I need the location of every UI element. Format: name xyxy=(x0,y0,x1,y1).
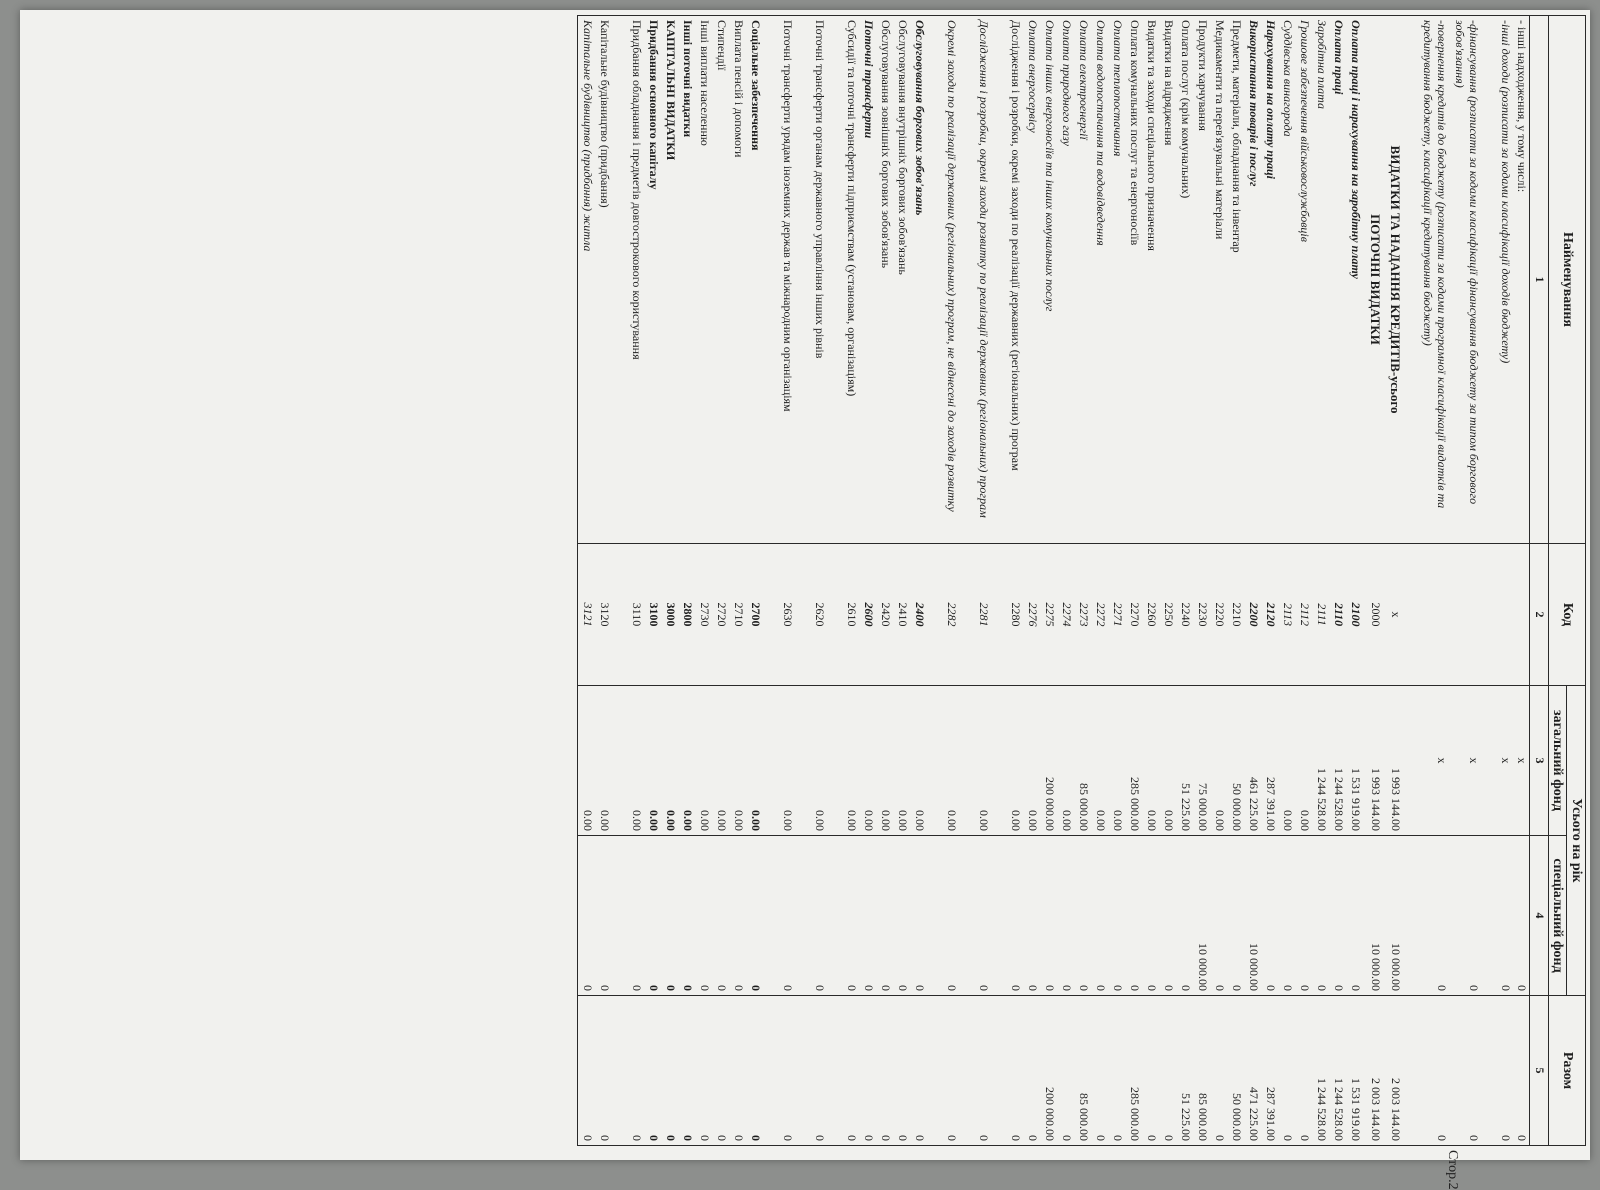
table-row xyxy=(1278,16,1295,1146)
table-row xyxy=(1261,16,1278,1146)
table-row xyxy=(1091,16,1108,1146)
row-special-fund: 0 xyxy=(1091,836,1108,996)
row-total: 0 xyxy=(1057,996,1074,1146)
row-total: 0 xyxy=(678,996,695,1146)
row-special-fund: 0 xyxy=(1329,836,1346,996)
row-name: Придбання основного капіталу xyxy=(644,16,661,544)
row-total: 0 xyxy=(612,996,644,1146)
row-name: Оплата послуг (крім комунальних) xyxy=(1176,16,1193,544)
row-general-fund: 1 993 144.00 xyxy=(1383,686,1403,836)
row-code: 2700 xyxy=(746,544,763,686)
row-general-fund: x xyxy=(1513,686,1530,836)
row-code: 2720 xyxy=(712,544,729,686)
row-name: Обслуговування зовнішніх боргових зобов'язань xyxy=(876,16,893,544)
row-code: 2240 xyxy=(1176,544,1193,686)
row-name: Продукти харчування xyxy=(1193,16,1210,544)
row-name: Оплата водопостачання та водовідведення xyxy=(1091,16,1108,544)
row-code: 2630 xyxy=(763,544,795,686)
row-name: Видатки на відрядження xyxy=(1159,16,1176,544)
row-name: Поточні трансферти органам державного управління інших рівнів xyxy=(795,16,827,544)
row-general-fund: 0.00 xyxy=(876,686,893,836)
row-special-fund: 10 000.00 xyxy=(1193,836,1210,996)
row-code: 2110 xyxy=(1329,544,1346,686)
row-name: КАПІТАЛЬНІ ВИДАТКИ xyxy=(661,16,678,544)
row-name: Капітальне будівництво (придбання) житла xyxy=(578,16,595,544)
row-special-fund: 0 xyxy=(1481,836,1513,996)
row-code xyxy=(1403,544,1449,686)
row-total: 0 xyxy=(1159,996,1176,1146)
row-name: Оплата електроенергії xyxy=(1074,16,1091,544)
table-row xyxy=(1244,16,1261,1146)
row-code: 3121 xyxy=(578,544,595,686)
row-special-fund: 0 xyxy=(1057,836,1074,996)
row-special-fund: 10 000.00 xyxy=(1363,836,1383,996)
row-code: 2275 xyxy=(1040,544,1057,686)
table-row xyxy=(1403,16,1449,1146)
row-general-fund: 51 225.00 xyxy=(1176,686,1193,836)
table-row xyxy=(795,16,827,1146)
row-special-fund: 0 xyxy=(1074,836,1091,996)
row-code: 2272 xyxy=(1091,544,1108,686)
col-num-4: 4 xyxy=(1530,836,1548,996)
row-name: Поточні трансферти xyxy=(859,16,876,544)
table-row xyxy=(1329,16,1346,1146)
row-special-fund: 0 xyxy=(876,836,893,996)
row-name: Інші виплати населенню xyxy=(695,16,712,544)
row-name: Виплата пенсій і допомоги xyxy=(729,16,746,544)
row-name: Поточні трансферти урядам іноземних держав та міжнародним організаціям xyxy=(763,16,795,544)
table-row xyxy=(1449,16,1481,1146)
row-total: 2 003 144.00 xyxy=(1383,996,1403,1146)
row-name: ВИДАТКИ ТА НАДАННЯ КРЕДИТІВ-усього xyxy=(1383,16,1403,544)
row-name: ПОТОЧНІ ВИДАТКИ xyxy=(1363,16,1383,544)
row-code: 2620 xyxy=(795,544,827,686)
row-name: Інші поточні видатки xyxy=(678,16,695,544)
header-name: Найменування xyxy=(1548,16,1585,544)
row-general-fund: 0.00 xyxy=(746,686,763,836)
row-name: Грошове забезпечення військовослужбовців xyxy=(1295,16,1312,544)
row-general-fund: 0.00 xyxy=(827,686,859,836)
row-code: 2113 xyxy=(1278,544,1295,686)
row-total: 0 xyxy=(1023,996,1040,1146)
row-code: 2220 xyxy=(1210,544,1227,686)
row-special-fund: 0 xyxy=(1261,836,1278,996)
row-special-fund: 0 xyxy=(1142,836,1159,996)
row-total: 0 xyxy=(1295,996,1312,1146)
row-general-fund: 1 531 919.00 xyxy=(1346,686,1363,836)
header-general-fund: загальний фонд xyxy=(1548,686,1567,836)
row-special-fund: 0 xyxy=(795,836,827,996)
row-special-fund: 0 xyxy=(1227,836,1244,996)
row-name: Нарахування на оплату праці xyxy=(1261,16,1278,544)
header-code: Код xyxy=(1548,544,1585,686)
row-total: 287 391.00 xyxy=(1261,996,1278,1146)
table-row xyxy=(991,16,1023,1146)
row-code: 2280 xyxy=(991,544,1023,686)
row-code: 2230 xyxy=(1193,544,1210,686)
row-general-fund: 0.00 xyxy=(795,686,827,836)
header-total-per-year: Усього на рік xyxy=(1567,686,1586,996)
row-special-fund: 0 xyxy=(1403,836,1449,996)
row-code xyxy=(1449,544,1481,686)
row-special-fund: 0 xyxy=(1176,836,1193,996)
table-row xyxy=(910,16,927,1146)
row-code: 2600 xyxy=(859,544,876,686)
row-name: Субсидії та поточні трансферти підприємствам (установам, організаціям) xyxy=(827,16,859,544)
col-num-3: 3 xyxy=(1530,686,1548,836)
row-general-fund: 0.00 xyxy=(1142,686,1159,836)
table-row xyxy=(827,16,859,1146)
row-general-fund: 287 391.00 xyxy=(1261,686,1278,836)
table-row xyxy=(1108,16,1125,1146)
header-total: Разом xyxy=(1548,996,1585,1146)
row-total: 0 xyxy=(644,996,661,1146)
row-general-fund: 0.00 xyxy=(1023,686,1040,836)
row-code: 2112 xyxy=(1295,544,1312,686)
row-code: 2710 xyxy=(729,544,746,686)
document-page xyxy=(20,10,1590,1190)
row-special-fund: 0 xyxy=(1346,836,1363,996)
row-code: 2410 xyxy=(893,544,910,686)
table-row xyxy=(678,16,695,1146)
row-total: 1 244 528.00 xyxy=(1312,996,1329,1146)
row-code: 2210 xyxy=(1227,544,1244,686)
row-name: -інші доходи (розписати за кодами класифікації доходів бюджету) xyxy=(1481,16,1513,544)
row-general-fund: 0.00 xyxy=(959,686,991,836)
row-code: 2260 xyxy=(1142,544,1159,686)
row-special-fund: 0 xyxy=(1023,836,1040,996)
budget-table xyxy=(577,15,1586,1146)
row-code: 2200 xyxy=(1244,544,1261,686)
row-special-fund: 0 xyxy=(595,836,612,996)
row-special-fund: 10 000.00 xyxy=(1383,836,1403,996)
table-row xyxy=(1125,16,1142,1146)
row-general-fund: 0.00 xyxy=(1057,686,1074,836)
row-name: - інші надходження, у тому числі: xyxy=(1513,16,1530,544)
row-total: 0 xyxy=(1481,996,1513,1146)
row-special-fund: 0 xyxy=(1312,836,1329,996)
table-row xyxy=(1193,16,1210,1146)
row-name: Соціальне забезпечення xyxy=(746,16,763,544)
row-total: 0 xyxy=(746,996,763,1146)
row-general-fund: x xyxy=(1449,686,1481,836)
table-row xyxy=(959,16,991,1146)
row-special-fund: 0 xyxy=(1295,836,1312,996)
row-special-fund: 0 xyxy=(959,836,991,996)
row-total: 2 003 144.00 xyxy=(1363,996,1383,1146)
table-row xyxy=(644,16,661,1146)
row-general-fund: 0.00 xyxy=(1108,686,1125,836)
row-total: 0 xyxy=(578,996,595,1146)
table-row xyxy=(1040,16,1057,1146)
row-total: 0 xyxy=(991,996,1023,1146)
table-row xyxy=(1383,16,1403,1146)
page-number: Стор.2 xyxy=(1445,1150,1460,1190)
row-name: Обслуговування боргових зобов'язань xyxy=(910,16,927,544)
row-general-fund: 0.00 xyxy=(1295,686,1312,836)
table-row xyxy=(595,16,612,1146)
col-num-2: 2 xyxy=(1530,544,1548,686)
row-special-fund: 0 xyxy=(729,836,746,996)
row-general-fund: 285 000.00 xyxy=(1125,686,1142,836)
row-total: 0 xyxy=(1210,996,1227,1146)
row-name: Використання товарів і послуг xyxy=(1244,16,1261,544)
row-general-fund: 0.00 xyxy=(695,686,712,836)
row-name: Оплата енергосервісу xyxy=(1023,16,1040,544)
row-total: 1 531 919.00 xyxy=(1346,996,1363,1146)
row-code xyxy=(1481,544,1513,686)
row-special-fund: 10 000.00 xyxy=(1244,836,1261,996)
row-name: Дослідження і розробки, окремі заходи розвитку по реалізації державних (регіональних) програм xyxy=(959,16,991,544)
table-row xyxy=(1295,16,1312,1146)
table-row xyxy=(1210,16,1227,1146)
row-general-fund: 0.00 xyxy=(612,686,644,836)
row-special-fund: 0 xyxy=(1513,836,1530,996)
col-num-1: 1 xyxy=(1530,16,1548,544)
row-name: Оплата теплопостачання xyxy=(1108,16,1125,544)
row-code: 2730 xyxy=(695,544,712,686)
row-general-fund: 1 993 144.00 xyxy=(1363,686,1383,836)
row-general-fund: 0.00 xyxy=(712,686,729,836)
row-total: 0 xyxy=(1278,996,1295,1146)
row-total: 0 xyxy=(1142,996,1159,1146)
row-special-fund: 0 xyxy=(991,836,1023,996)
row-name: Суддівська винагорода xyxy=(1278,16,1295,544)
row-special-fund: 0 xyxy=(661,836,678,996)
row-special-fund: 0 xyxy=(1159,836,1176,996)
row-code: 3110 xyxy=(612,544,644,686)
row-code: 2800 xyxy=(678,544,695,686)
row-code: 2420 xyxy=(876,544,893,686)
row-total: 0 xyxy=(859,996,876,1146)
row-total: 85 000.00 xyxy=(1074,996,1091,1146)
table-row xyxy=(661,16,678,1146)
row-general-fund: 85 000.00 xyxy=(1074,686,1091,836)
row-name: Заробітна плата xyxy=(1312,16,1329,544)
row-general-fund: 50 000.00 xyxy=(1227,686,1244,836)
table-row xyxy=(1363,16,1383,1146)
row-general-fund: 0.00 xyxy=(1159,686,1176,836)
row-total: 1 244 528.00 xyxy=(1329,996,1346,1146)
table-row xyxy=(1142,16,1159,1146)
table-row xyxy=(1176,16,1193,1146)
row-general-fund: 0.00 xyxy=(678,686,695,836)
row-total: 0 xyxy=(661,996,678,1146)
row-name: Предмети, матеріали, обладнання та інвентар xyxy=(1227,16,1244,544)
row-name: Оплата праці і нарахування на заробітну плату xyxy=(1346,16,1363,544)
row-general-fund: 0.00 xyxy=(1210,686,1227,836)
row-general-fund: 0.00 xyxy=(763,686,795,836)
row-special-fund: 0 xyxy=(746,836,763,996)
row-special-fund: 0 xyxy=(712,836,729,996)
row-total: 50 000.00 xyxy=(1227,996,1244,1146)
row-total: 285 000.00 xyxy=(1125,996,1142,1146)
row-general-fund: 0.00 xyxy=(729,686,746,836)
row-name: -повернення кредитів до бюджету (розписати за кодами програмної класифікації видатків та кредитування бюджету, класифікації кредитування бюджету) xyxy=(1403,16,1449,544)
row-special-fund: 0 xyxy=(1278,836,1295,996)
table-row xyxy=(1023,16,1040,1146)
row-total: 0 xyxy=(827,996,859,1146)
row-total: 0 xyxy=(1513,996,1530,1146)
row-general-fund: 1 244 528.00 xyxy=(1329,686,1346,836)
row-code: 2000 xyxy=(1363,544,1383,686)
row-total: 0 xyxy=(959,996,991,1146)
row-total: 0 xyxy=(1449,996,1481,1146)
row-total: 0 xyxy=(1108,996,1125,1146)
row-general-fund: 0.00 xyxy=(893,686,910,836)
row-general-fund: 0.00 xyxy=(578,686,595,836)
row-general-fund: 0.00 xyxy=(595,686,612,836)
row-code: 2274 xyxy=(1057,544,1074,686)
row-name: Видатки та заходи спеціального призначення xyxy=(1142,16,1159,544)
row-general-fund: 0.00 xyxy=(859,686,876,836)
row-special-fund: 0 xyxy=(578,836,595,996)
table-row xyxy=(927,16,959,1146)
col-num-5: 5 xyxy=(1530,996,1548,1146)
row-total: 51 225.00 xyxy=(1176,996,1193,1146)
rotated-content xyxy=(41,15,1586,1145)
table-row xyxy=(1312,16,1329,1146)
row-code: 2400 xyxy=(910,544,927,686)
row-name: Дослідження і розробки, окремі заходи по реалізації державних (регіональних) програм xyxy=(991,16,1023,544)
row-code: 3120 xyxy=(595,544,612,686)
row-name: Оплата комунальних послуг та енергоносіїв xyxy=(1125,16,1142,544)
row-general-fund: 75 000.00 xyxy=(1193,686,1210,836)
row-total: 0 xyxy=(876,996,893,1146)
row-code xyxy=(1513,544,1530,686)
table-row xyxy=(859,16,876,1146)
row-code: 2270 xyxy=(1125,544,1142,686)
row-name: Стипендії xyxy=(712,16,729,544)
table-row xyxy=(612,16,644,1146)
row-total: 0 xyxy=(1091,996,1108,1146)
table-row xyxy=(1159,16,1176,1146)
row-general-fund: 0.00 xyxy=(1091,686,1108,836)
row-name: Окремі заходи по реалізації державних (регіональних) програм, не віднесені до заходів розвитку xyxy=(927,16,959,544)
table-row xyxy=(729,16,746,1146)
row-code: 2120 xyxy=(1261,544,1278,686)
row-name: -фінансування (розписати за кодами класифікації фінансування бюджету за типом боргового зобов'язання) xyxy=(1449,16,1481,544)
row-code: 2282 xyxy=(927,544,959,686)
row-name: Оплата інших енергоносіїв та інших комунальних послуг xyxy=(1040,16,1057,544)
row-general-fund: 461 225.00 xyxy=(1244,686,1261,836)
header-special-fund: спеціальний фонд xyxy=(1548,836,1567,996)
row-total: 0 xyxy=(795,996,827,1146)
row-total: 0 xyxy=(910,996,927,1146)
row-name: Обслуговування внутрішніх боргових зобов'язань xyxy=(893,16,910,544)
row-total: 0 xyxy=(712,996,729,1146)
row-total: 0 xyxy=(729,996,746,1146)
row-total: 0 xyxy=(695,996,712,1146)
table-row xyxy=(746,16,763,1146)
row-code: 2100 xyxy=(1346,544,1363,686)
row-special-fund: 0 xyxy=(859,836,876,996)
row-code: 3100 xyxy=(644,544,661,686)
row-code: 2271 xyxy=(1108,544,1125,686)
row-special-fund: 0 xyxy=(1040,836,1057,996)
row-special-fund: 0 xyxy=(644,836,661,996)
row-code: 2281 xyxy=(959,544,991,686)
row-code: 2276 xyxy=(1023,544,1040,686)
row-name: Оплата природного газу xyxy=(1057,16,1074,544)
row-code: 2111 xyxy=(1312,544,1329,686)
row-special-fund: 0 xyxy=(910,836,927,996)
row-code: 2250 xyxy=(1159,544,1176,686)
table-row xyxy=(712,16,729,1146)
table-row xyxy=(763,16,795,1146)
row-general-fund: 0.00 xyxy=(927,686,959,836)
table-row xyxy=(1227,16,1244,1146)
row-general-fund: 0.00 xyxy=(661,686,678,836)
row-general-fund: 0.00 xyxy=(644,686,661,836)
row-code: x xyxy=(1383,544,1403,686)
row-general-fund: x xyxy=(1403,686,1449,836)
row-special-fund: 0 xyxy=(827,836,859,996)
row-special-fund: 0 xyxy=(763,836,795,996)
row-special-fund: 0 xyxy=(695,836,712,996)
row-total: 0 xyxy=(595,996,612,1146)
table-row xyxy=(1513,16,1530,1146)
row-total: 0 xyxy=(893,996,910,1146)
table-row xyxy=(1074,16,1091,1146)
row-name: Капітальне будівництво (придбання) xyxy=(595,16,612,544)
table-row xyxy=(876,16,893,1146)
table-row xyxy=(578,16,595,1146)
row-code: 3000 xyxy=(661,544,678,686)
row-name: Медикаменти та перев'язувальні матеріали xyxy=(1210,16,1227,544)
row-total: 0 xyxy=(927,996,959,1146)
row-total: 200 000.00 xyxy=(1040,996,1057,1146)
table-row xyxy=(893,16,910,1146)
row-total: 85 000.00 xyxy=(1193,996,1210,1146)
table-row xyxy=(1057,16,1074,1146)
row-general-fund: x xyxy=(1481,686,1513,836)
row-total: 0 xyxy=(1403,996,1449,1146)
row-name: Придбання обладнання і предметів довгострокового користування xyxy=(612,16,644,544)
row-general-fund: 0.00 xyxy=(910,686,927,836)
row-special-fund: 0 xyxy=(1108,836,1125,996)
row-special-fund: 0 xyxy=(612,836,644,996)
row-total: 471 225.00 xyxy=(1244,996,1261,1146)
row-special-fund: 0 xyxy=(678,836,695,996)
row-special-fund: 0 xyxy=(1125,836,1142,996)
row-general-fund: 0.00 xyxy=(991,686,1023,836)
row-general-fund: 1 244 528.00 xyxy=(1312,686,1329,836)
row-special-fund: 0 xyxy=(893,836,910,996)
row-code: 2610 xyxy=(827,544,859,686)
row-code: 2273 xyxy=(1074,544,1091,686)
row-total: 0 xyxy=(763,996,795,1146)
row-special-fund: 0 xyxy=(927,836,959,996)
row-special-fund: 0 xyxy=(1449,836,1481,996)
table-row xyxy=(1346,16,1363,1146)
table-row xyxy=(1481,16,1513,1146)
row-special-fund: 0 xyxy=(1210,836,1227,996)
row-name: Оплата праці xyxy=(1329,16,1346,544)
row-general-fund: 200 000.00 xyxy=(1040,686,1057,836)
table-row xyxy=(695,16,712,1146)
row-general-fund: 0.00 xyxy=(1278,686,1295,836)
